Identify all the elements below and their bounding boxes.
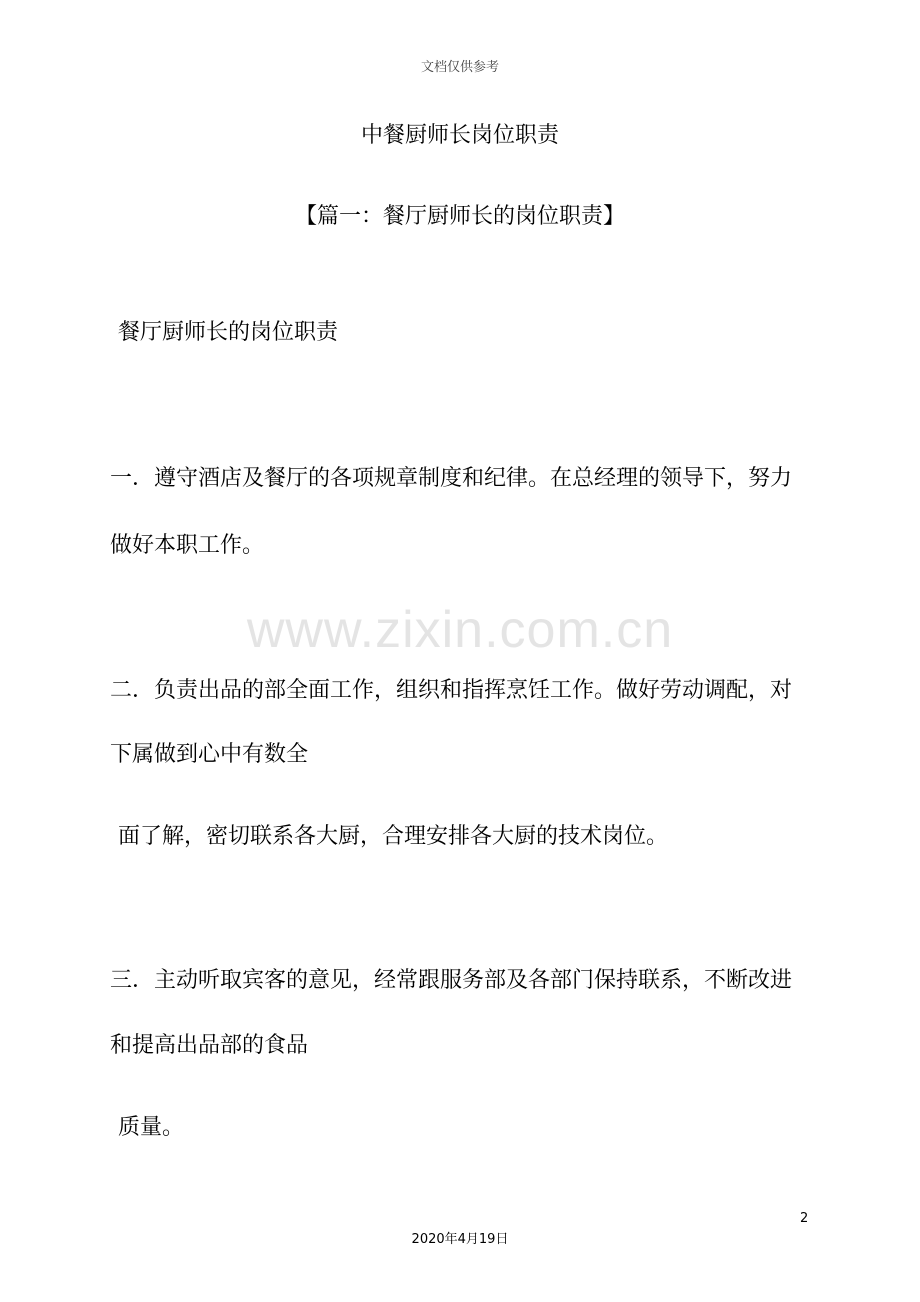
document-subtitle: 【篇一：餐厅厨师长的岗位职责】	[294, 204, 625, 229]
document-title: 中餐厨师长岗位职责	[360, 123, 559, 148]
paragraph-3-line-1: 三．主动听取宾客的意见，经常跟服务部及各部门保持联系，不断改进	[110, 968, 793, 993]
paragraph-3-line-2: 和提高出品部的食品	[110, 1033, 309, 1058]
footer-date: 2020年4月19日	[411, 1232, 509, 1247]
paragraph-1-line-1: 一．遵守酒店及餐厅的各项规章制度和纪律。在总经理的领导下，努力	[110, 466, 793, 491]
paragraph-3-continuation: 质量。	[118, 1115, 185, 1140]
section-heading: 餐厅厨师长的岗位职责	[118, 320, 339, 345]
paragraph-2-line-1: 二．负责出品的部全面工作，组织和指挥烹饪工作。做好劳动调配，对	[110, 678, 793, 703]
paragraph-2-line-2: 下属做到心中有数全	[110, 742, 309, 767]
paragraph-1-line-2: 做好本职工作。	[110, 533, 265, 558]
page-header: 文档仅供参考	[420, 60, 499, 75]
paragraph-2-continuation: 面了解，密切联系各大厨，合理安排各大厨的技术岗位。	[118, 824, 669, 849]
page-number: 2	[800, 1211, 809, 1226]
watermark: www.zixin.com.cn	[246, 601, 674, 659]
